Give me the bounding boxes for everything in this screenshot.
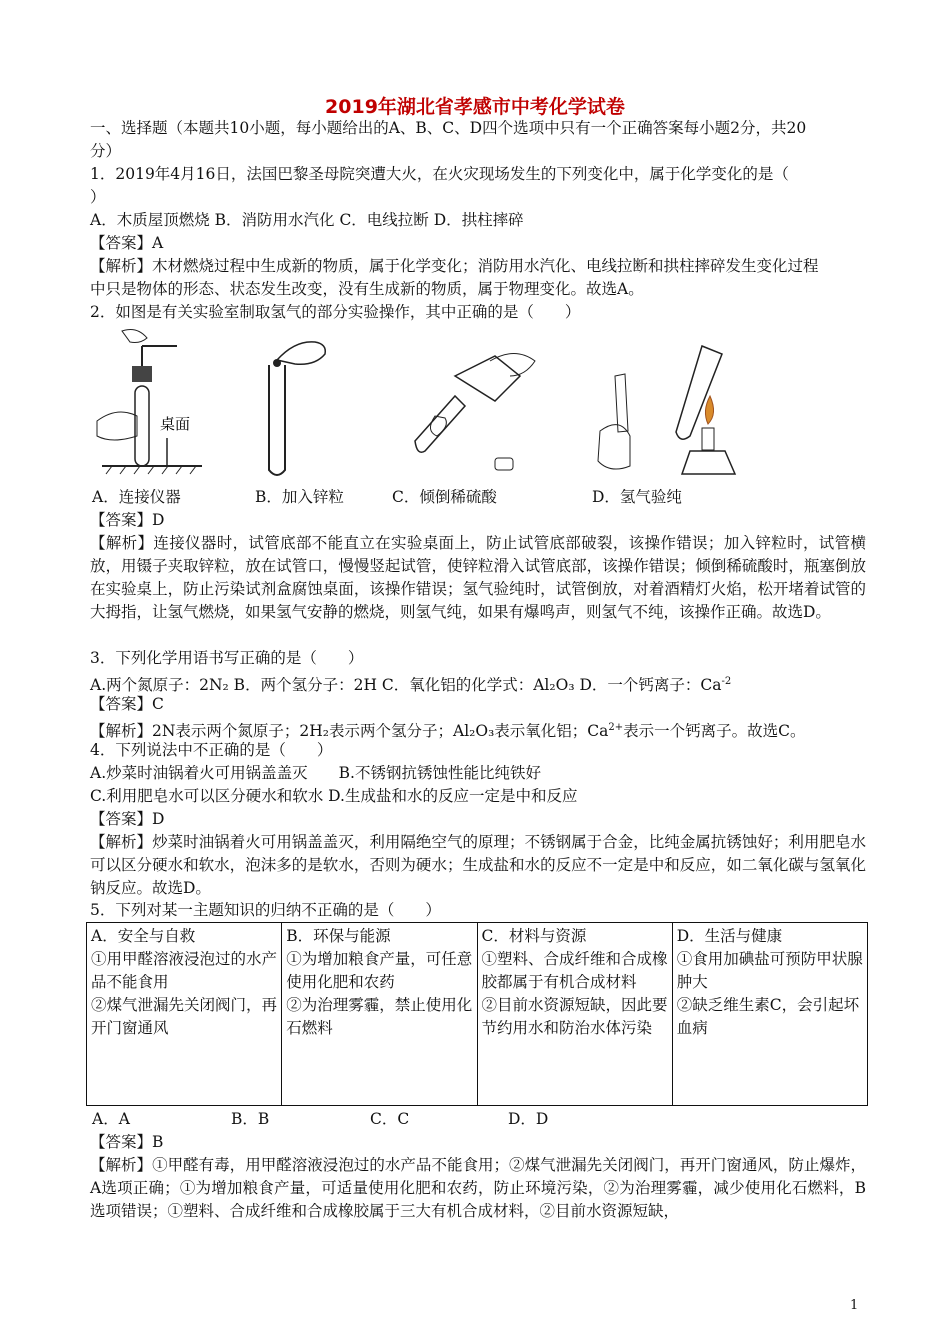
q4-answer: 【答案】D <box>90 810 165 828</box>
section-heading-cont: 分） <box>90 142 122 160</box>
q5-answer: 【答案】B <box>90 1133 164 1151</box>
figure-caption-c: C．倾倒稀硫酸 <box>392 488 497 506</box>
q1-analysis-cont: 中只是物体的形态、状态发生改变，没有生成新的物质，属于物理变化。故选A。 <box>90 280 644 298</box>
q1-answer: 【答案】A <box>90 234 164 252</box>
q3-analysis-text: 【解析】2N表示两个氮原子；2H₂表示两个氢分子；Al₂O₃表示氧化铝；Ca <box>90 722 609 741</box>
figure-caption-b: B．加入锌粒 <box>255 488 344 506</box>
figure-caption-a: A．连接仪器 <box>92 488 181 506</box>
q1-analysis: 【解析】木材燃烧过程中生成新的物质，属于化学变化；消防用水汽化、电线拉断和拱柱摔碎发生变化过程 <box>90 257 819 275</box>
q3-analysis-tail: 表示一个钙离子。故选C。 <box>623 722 806 741</box>
figure-connect-apparatus <box>92 326 212 476</box>
q4-options-ab: A.炒菜时油锅着火可用锅盖盖灭 B.不锈钢抗锈蚀性能比纯铁好 <box>90 764 541 782</box>
q4-analysis: 【解析】炒菜时油锅着火可用锅盖盖灭，利用隔绝空气的原理；不锈钢属于合金，比纯金属抗锈蚀好；利用肥皂水可以区分硬水和软水，泡沫多的是软水，否则为硬水；生成盐和水的反应不一定是中和反应，如二氧化碳与氢氧化钠反应。故选D。 <box>90 833 866 897</box>
q5-cell-d: D．生活与健康 ①食用加碘盐可预防甲状腺肿大 ②缺乏维生素C，会引起坏血病 <box>672 923 867 1106</box>
q5-cell-b: B．环保与能源 ①为增加粮食产量，可任意使用化肥和农药 ②为治理雾霾，禁止使用化石燃料 <box>282 923 477 1106</box>
q3-options-text: A.两个氮原子：2N₂ B．两个氢分子：2H C．氧化铝的化学式：Al₂O₃ D．一个钙离子：Ca <box>90 676 722 695</box>
page-title: 2019年湖北省孝感市中考化学试卷 <box>325 96 625 118</box>
q5-cell-c: C．材料与资源 ①塑料、合成纤维和合成橡胶都属于有机合成材料 ②目前水资源短缺，因此要节约用水和防治水体污染 <box>477 923 672 1106</box>
q1-stem-cont: ） <box>90 188 106 206</box>
q5-table-row <box>87 923 868 1106</box>
figure-pour-acid <box>395 336 545 476</box>
q5-option-d: D．D <box>508 1110 549 1128</box>
q2-stem: 2．如图是有关实验室制取氢气的部分实验操作，其中正确的是（ ） <box>90 303 581 321</box>
q3-stem: 3．下列化学用语书写正确的是（ ） <box>90 649 364 667</box>
q2-answer: 【答案】D <box>90 511 165 529</box>
q5-table <box>86 922 868 1106</box>
q3-answer: 【答案】C <box>90 695 164 713</box>
q5-stem: 5．下列对某一主题知识的归纳不正确的是（ ） <box>90 901 441 919</box>
q3-ion-charge: -2 <box>721 676 732 687</box>
section-heading: 一、选择题（本题共10小题，每小题给出的A、B、C、D四个选项中只有一个正确答案每小题2分，共20 <box>90 119 807 137</box>
q4-stem: 4．下列说法中不正确的是（ ） <box>90 741 333 759</box>
q2-analysis: 【解析】连接仪器时，试管底部不能直立在实验桌面上，防止试管底部破裂，该操作错误；加入锌粒时，试管横放，用镊子夹取锌粒，放在试管口，慢慢竖起试管，使锌粒滑入试管底部，该操作错误；倾倒稀硫酸时，瓶塞倒放在实验桌上，防止污染试剂盒腐蚀桌面，该操作错误；氢气验纯时，试管倒放，对着酒精灯火焰，松开堵着试管的大拇指，让氢气燃烧，如果氢气安静的燃烧，则氢气纯，如果有爆鸣声，则氢气不纯，该操作正确。故选D。 <box>90 534 866 621</box>
desk-label: 桌面 <box>160 415 191 433</box>
q5-cell-a: A．安全与自救 ①用甲醛溶液浸泡过的水产品不能食用 ②煤气泄漏先关闭阀门，再开门窗通风 <box>87 923 282 1106</box>
q5-option-b: B．B <box>231 1110 270 1128</box>
figure-caption-d: D．氢气验纯 <box>592 488 682 506</box>
q3-analysis-charge: 2+ <box>608 722 624 733</box>
q5-option-c: C．C <box>370 1110 410 1128</box>
q5-option-a: A．A <box>92 1110 130 1128</box>
figure-hydrogen-test <box>590 336 740 481</box>
page-number: 1 <box>850 1298 859 1313</box>
q4-options-cd: C.利用肥皂水可以区分硬水和软水 D.生成盐和水的反应一定是中和反应 <box>90 787 578 805</box>
figure-add-zinc <box>255 330 335 480</box>
q1-options: A．木质屋顶燃烧 B．消防用水汽化 C．电线拉断 D．拱柱摔碎 <box>90 211 524 229</box>
q5-analysis: 【解析】①甲醛有毒，用甲醛溶液浸泡过的水产品不能食用；②煤气泄漏先关闭阀门，再开门窗通风，防止爆炸，A选项正确；①为增加粮食产量，可适量使用化肥和农药，防止环境污染，②为治理雾霾，减少使用化石燃料，B选项错误；①塑料、合成纤维和合成橡胶属于三大有机合成材料，②目前水资源短缺， <box>90 1156 866 1220</box>
q1-stem: 1．2019年4月16日，法国巴黎圣母院突遭大火，在火灾现场发生的下列变化中，属于化学变化的是（ <box>90 165 789 183</box>
